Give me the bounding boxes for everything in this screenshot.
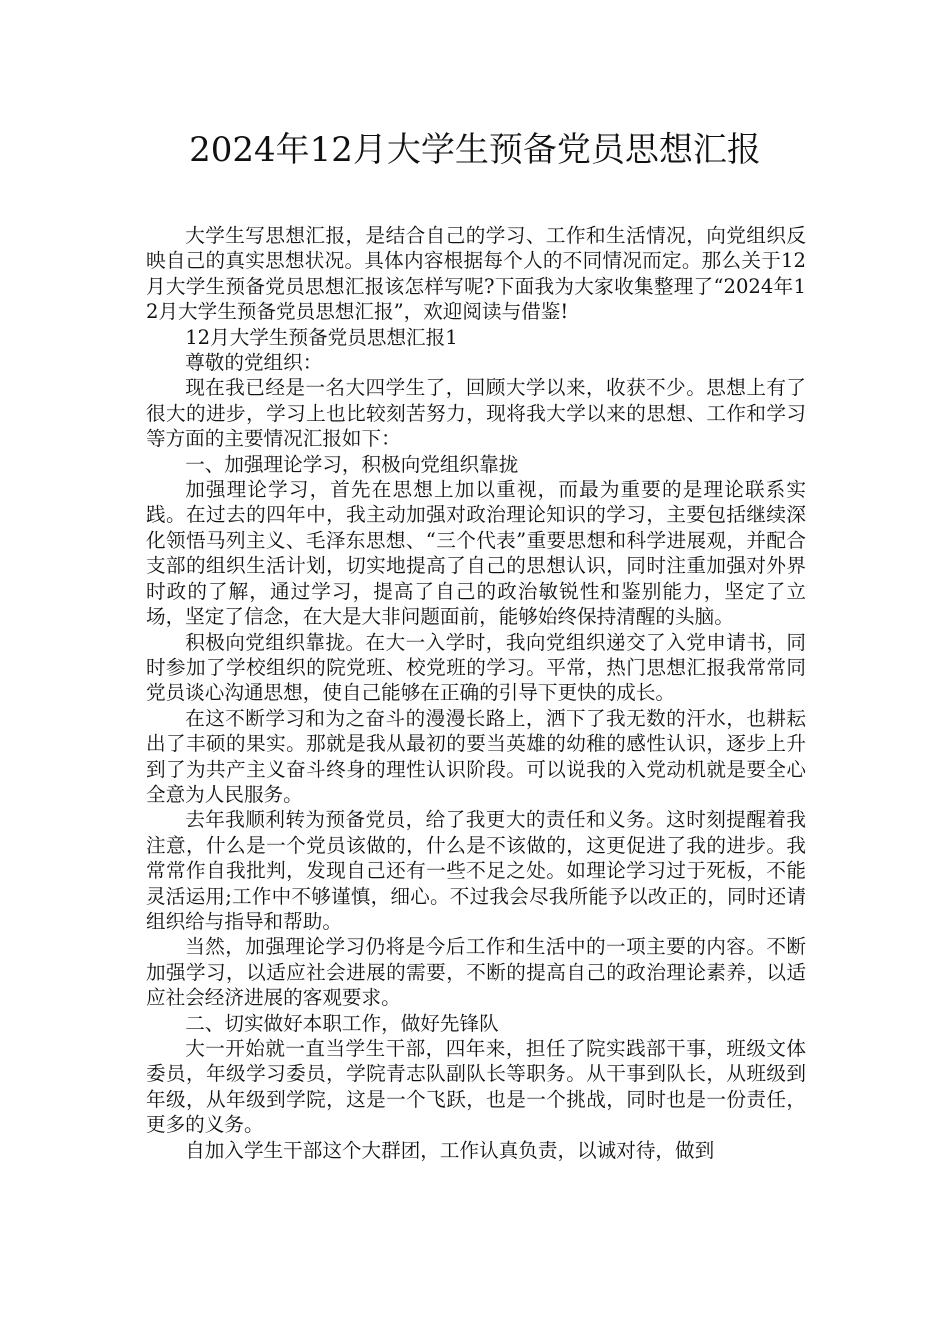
body-paragraph: 积极向党组织靠拢。在大一入学时，我向党组织递交了入党申请书，同时参加了学校组织的院党班、校党班的学习。平常，热门思想汇报我常常同党员谈心沟通思想，使自己能够在正确的引导下更快的成长。 — [146, 630, 806, 705]
intro-paragraph: 大学生写思想汇报，是结合自己的学习、工作和生活情况，向党组织反映自己的真实思想状况。具体内容根据每个人的不同情况而定。那么关于12月大学生预备党员思想汇报该怎样写呢?下面我为大家收集整理了“2024年12月大学生预备党员思想汇报”，欢迎阅读与借鉴! — [146, 224, 806, 324]
body-paragraph: 大一开始就一直当学生干部，四年来，担任了院实践部干事，班级文体委员，年级学习委员，学院青志队副队长等职务。从干事到队长，从班级到年级，从年级到学院，这是一个飞跃，也是一个挑战，同时也是一份责任，更多的义务。 — [146, 1037, 806, 1137]
document-title: 2024年12月大学生预备党员思想汇报 — [189, 130, 761, 170]
section-heading-1: 一、加强理论学习，积极向党组织靠拢 — [185, 452, 519, 476]
body-paragraph: 自加入学生干部这个大群团，工作认真负责，以诚对待，做到 — [185, 1138, 715, 1162]
body-paragraph: 当然，加强理论学习仍将是今后工作和生活中的一项主要的内容。不断加强学习，以适应社会进展的需要，不断的提高自己的政治理论素养，以适应社会经济进展的客观要求。 — [146, 935, 806, 1010]
body-paragraph: 在这不断学习和为之奋斗的漫漫长路上，洒下了我无数的汗水，也耕耘出了丰硕的果实。那就是我从最初的要当英雄的幼稚的感性认识，逐步上升到了为共产主义奋斗终身的理性认识阶段。可以说我的入党动机就是要全心全意为人民服务。 — [146, 706, 806, 806]
document-body — [146, 223, 806, 1163]
salutation: 尊敬的党组织： — [185, 351, 323, 375]
report-heading: 12月大学生预备党员思想汇报1 — [185, 325, 458, 349]
body-paragraph: 加强理论学习，首先在思想上加以重视，而最为重要的是理论联系实践。在过去的四年中，我主动加强对政治理论知识的学习，主要包括继续深化领悟马列主义、毛泽东思想、“三个代表”重要思想和科学进展观，并配合支部的组织生活计划，切实地提高了自己的思想认识，同时注重加强对外界时政的了解，通过学习，提高了自己的政治敏锐性和鉴别能力，坚定了立场，坚定了信念，在大是大非问题面前，能够始终保持清醒的头脑。 — [146, 478, 806, 629]
body-paragraph: 去年我顺利转为预备党员，给了我更大的责任和义务。这时刻提醒着我注意，什么是一个党员该做的，什么是不该做的，这更促进了我的进步。我常常作自我批判，发现自己还有一些不足之处。如理论学习过于死板，不能灵活运用;工作中不够谨慎，细心。不过我会尽我所能予以改正的，同时还请组织给与指导和帮助。 — [146, 808, 806, 933]
body-paragraph: 现在我已经是一名大四学生了，回顾大学以来，收获不少。思想上有了很大的进步，学习上也比较刻苦努力，现将我大学以来的思想、工作和学习等方面的主要情况汇报如下： — [146, 376, 806, 451]
section-heading-2: 二、切实做好本职工作，做好先锋队 — [185, 1011, 499, 1035]
